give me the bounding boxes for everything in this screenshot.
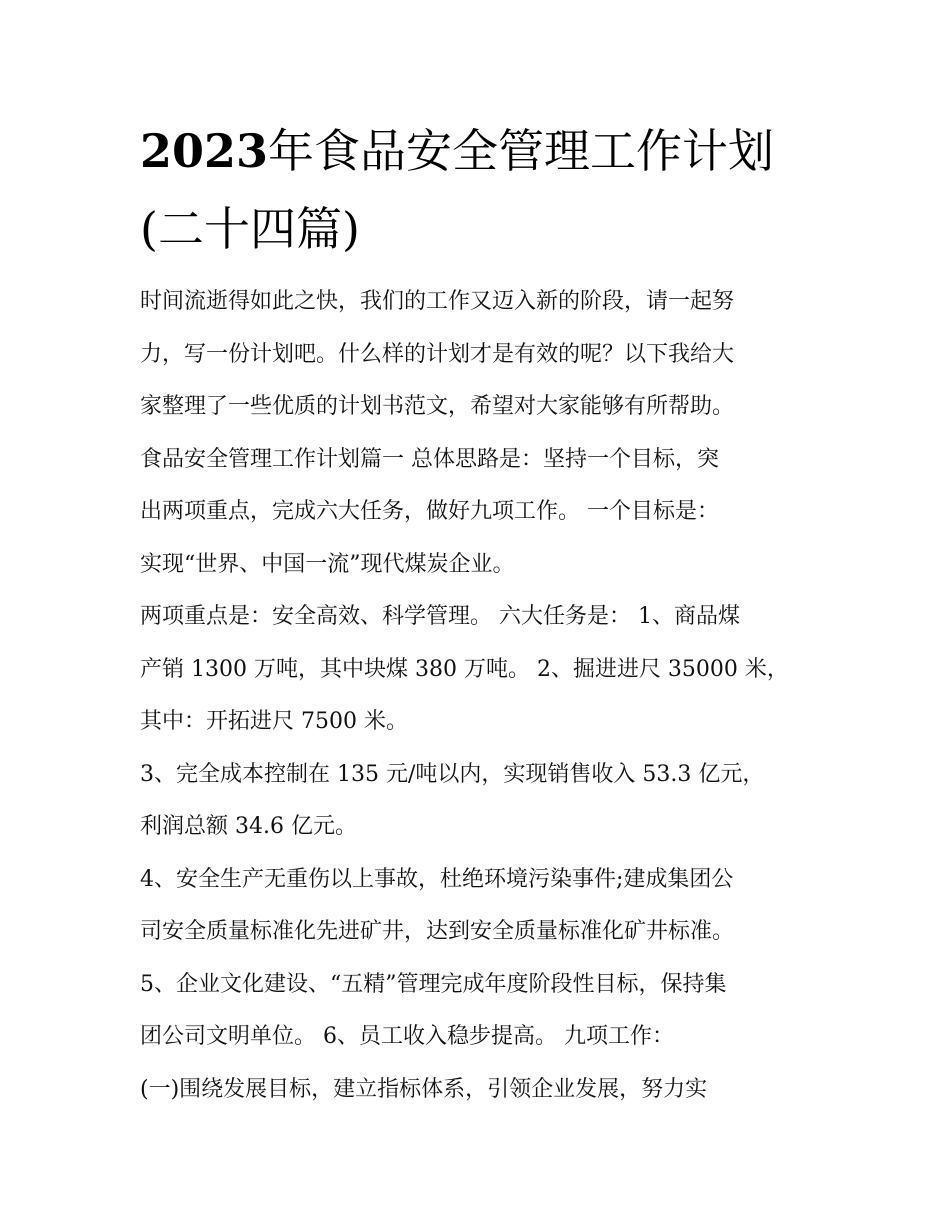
body-line: 两项重点是：安全高效、科学管理。 六大任务是： 1、商品煤 — [140, 604, 740, 629]
body-line: 食品安全管理工作计划篇一 总体思路是：坚持一个目标，突 — [140, 446, 719, 472]
body-line: 实现“世界、中国一流”现代煤炭企业。 — [140, 551, 515, 577]
body-line: (一)围绕发展目标，建立指标体系，引领企业发展，努力实 — [140, 1076, 708, 1102]
body-line: 时间流逝得如此之快，我们的工作又迈入新的阶段，请一起努 — [140, 289, 735, 314]
body-line: 3、完全成本控制在 135 元/吨以内，实现销售收入 53.3 亿元， — [140, 761, 765, 787]
body-line: 5、企业文化建设、“五精”管理完成年度阶段性目标，保持集 — [140, 971, 727, 997]
document-body — [140, 276, 820, 1116]
body-line: 出两项重点，完成六大任务，做好九项工作。 一个目标是： — [140, 499, 719, 524]
body-line: 司安全质量标准化先进矿井，达到安全质量标准化矿井标准。 — [140, 919, 735, 944]
document-title — [140, 112, 820, 268]
body-line: 利润总额 34.6 亿元。 — [140, 814, 357, 839]
body-line: 4、安全生产无重伤以上事故，杜绝环境污染事件;建成集团公 — [140, 866, 734, 892]
title-text-line1: 年食品安全管理工作计划 — [268, 124, 775, 178]
body-line: 产销 1300 万吨，其中块煤 380 万吨。 2、掘进进尺 35000 米， — [140, 656, 789, 682]
body-line: 家整理了一些优质的计划书范文，希望对大家能够有所帮助。 — [140, 394, 735, 419]
body-line: 团公司文明单位。 6、员工收入稳步提高。 九项工作： — [140, 1024, 674, 1049]
title-text-line2: (二十四篇) — [140, 202, 360, 256]
body-line: 其中：开拓进尺 7500 米。 — [140, 709, 408, 734]
title-year: 2023 — [140, 124, 269, 178]
body-line: 力，写一份计划吧。什么样的计划才是有效的呢？以下我给大 — [140, 341, 735, 367]
